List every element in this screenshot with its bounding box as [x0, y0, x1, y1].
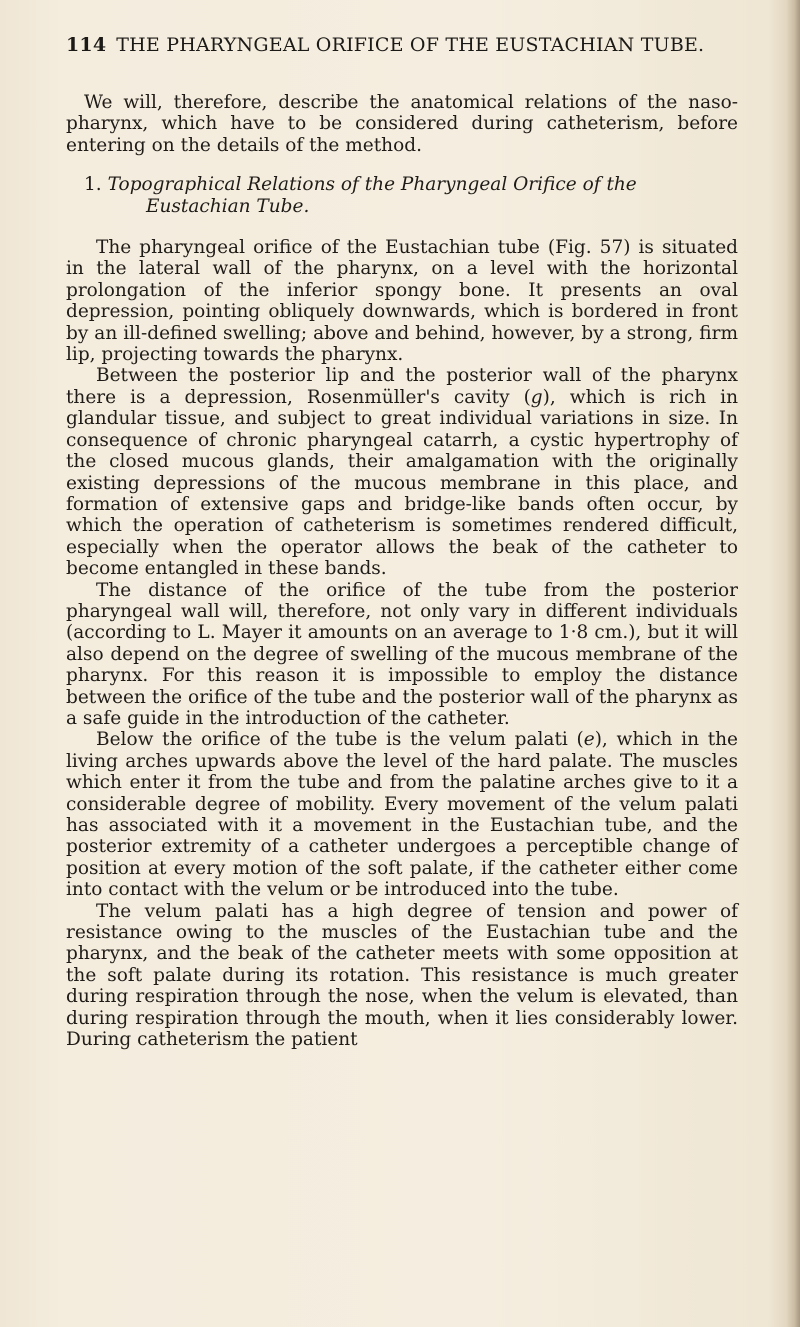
running-title: THE PHARYNGEAL ORIFICE OF THE EUSTACHIAN TUBE.: [116, 34, 705, 56]
paragraph-text: ), which is rich in glandular tissue, and subject to great individual variations in size. In consequence of chronic pharyngeal catarrh, a cystic hypertrophy of the closed mucous glands, their amalgamation with the originally existing depressions of the mucous membrane in this place, and formation of extensive gaps and bridge-like bands often occur, by which the operation of catheterism is sometimes rendered difficult, especially when the operator allows the beak of the catheter to become entangled in these bands.: [66, 386, 738, 580]
paragraph-velum-palati: [66, 729, 738, 900]
section-heading: [66, 174, 738, 217]
page-body: [66, 92, 738, 1050]
section-title-line-1: Topographical Relations of the Pharyngeal Orifice of the: [107, 174, 637, 196]
paragraph-text: ), which in the living arches upwards above the level of the hard palate. The muscles which enter it from the tube and from the palatine arches give to it a considerable degree of mobility. Every movement of the velum palati has associated with it a movement in the Eustachian tube, and the posterior extremity of a catheter undergoes a perceptible change of position at every motion of the soft palate, if the catheter either come into contact with the velum or be introduced into the tube.: [66, 729, 739, 901]
paragraph-text: Between the posterior lip and the posterior wall of the pharynx there is a depression, Rosenmüller's cavity (: [66, 365, 738, 408]
running-header: [66, 34, 766, 56]
paragraph-velum-tension: The velum palati has a high degree of tension and power of resistance owing to the muscles of the Eustachian tube and the pharynx, and the beak of the catheter meets with some opposition at the soft palate during its rotation. This resistance is much greater during respiration through the nose, when the velum is elevated, than during respiration through the mouth, when it lies considerably lower. During catheterism the patient: [66, 900, 738, 1051]
page-edge-shadow: [786, 0, 800, 1327]
figure-letter: g: [530, 386, 543, 408]
paragraph-text: Below the orifice of the tube is the velum palati (: [96, 729, 584, 751]
paragraph-orifice-distance: The distance of the orifice of the tube from the posterior pharyngeal wall will, therefore, not only vary in different individuals (according to L. Mayer it amounts on an average to 1·8 cm.), but it will also depend on the degree of swelling of the mucous membrane of the pharynx. For this reason it is impossible to employ the distance between the orifice of the tube and the posterior wall of the pharynx as a safe guide in the introduction of the catheter.: [66, 579, 738, 729]
section-number: 1.: [84, 174, 102, 196]
figure-letter: e: [583, 729, 595, 751]
section-title-line-2: Eustachian Tube.: [146, 195, 310, 217]
intro-paragraph: We will, therefore, describe the anatomical relations of the naso-pharynx, which have to be considered during catheterism, before entering on the details of the method.: [66, 92, 738, 156]
page-number: 114: [66, 34, 107, 56]
paragraph-rosenmuller-cavity: [66, 365, 738, 579]
paragraph-orifice-location: The pharyngeal orifice of the Eustachian tube (Fig. 57) is situated in the lateral wall of the pharynx, on a level with the horizontal prolongation of the inferior spongy bone. It presents an oval depression, pointing obliquely downwards, which is bordered in front by an ill-defined swelling; above and behind, however, by a strong, firm lip, projecting towards the pharynx.: [66, 237, 738, 366]
